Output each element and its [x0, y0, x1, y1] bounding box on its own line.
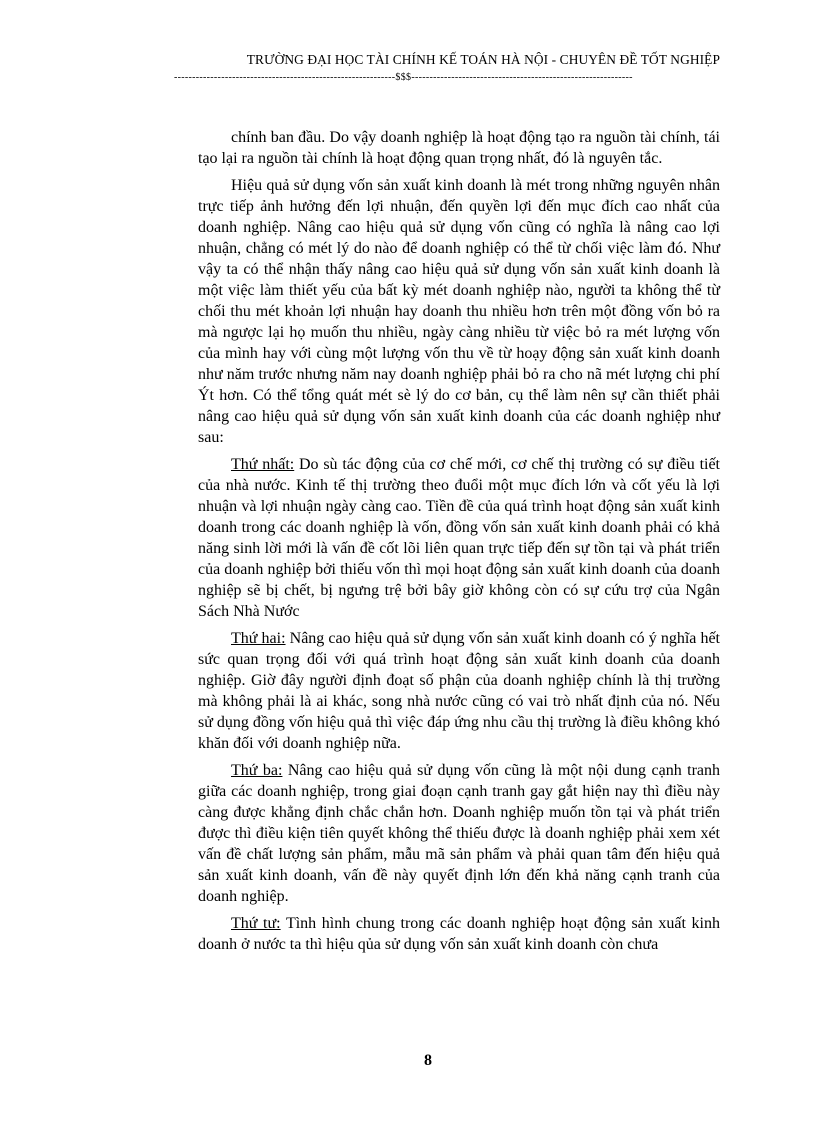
paragraph-lead: Thứ tư: [231, 915, 281, 932]
document-body [198, 127, 720, 961]
paragraph [198, 913, 720, 955]
header-rule: -------------------------------------------------------------$$$------------------------------------------------------------- [174, 72, 633, 83]
paragraph-lead: Thứ nhất: [231, 456, 295, 473]
paragraph-text: Nâng cao hiệu quả sử dụng vốn cũng là một nội dung cạnh tranh giữa các doanh nghiệp, trong giai đoạn cạnh tranh gay gắt hiện nay thì điều này càng được khẳng định chắc chắn hơn. Doanh nghiệp muốn tồn tại và phát triển được thì điều kiện tiên quyết không thể thiếu được là doanh nghiệp phải xem xét vấn đề chất lượng sản phẩm, mẫu mã sản phẩm và phải quan tâm đến hiệu quả sản xuất kinh doanh, vấn đề này quyết định lớn đến khả năng cạnh tranh của doanh nghiệp. [198, 762, 721, 905]
paragraph-text: chính ban đầu. Do vậy doanh nghiệp là hoạt động tạo ra nguồn tài chính, tái tạo lại ra nguồn tài chính là hoạt động quan trọng nhất, đó là nguyên tắc. [198, 129, 720, 167]
paragraph-lead: Thứ ba: [231, 762, 283, 779]
page-number: 8 [424, 1052, 432, 1069]
paragraph-text: Hiệu quả sử dụng vốn sản xuất kinh doanh là mét trong những nguyên nhân trực tiếp ảnh hưởng đến lợi nhuận, đến quyền lợi đến mục đích cao nhất của doanh nghiệp. Nâng cao hiệu quả sử dụng vốn cũng có nghĩa là nâng cao lợi nhuận, chẳng có mét lý do nào để doanh nghiệp có thể từ chối việc làm đó. Như vậy ta có thể nhận thấy nâng cao hiệu quả sử dụng vốn sản xuất kinh doanh là một việc làm thiết yếu của bất kỳ mét doanh nghiệp nào, người ta không thể từ chối thu mét khoản lợi nhuận hay doanh thu nhiều hơn trên một đồng vốn bỏ ra mà ngược lại họ muốn thu nhiều, ngày càng nhiều từ việc bỏ ra mét lượng vốn của mình hay với cùng một lượng vốn thu về từ hoạy động sản xuất kinh doanh như năm trước nhưng năm nay doanh nghiệp phải bỏ ra cho nã mét lượng chi phí Ýt hơn. Có thể tổng quát mét sè lý do cơ bản, cụ thể làm nên sự cần thiết phải nâng cao hiệu quả sử dụng vốn sản xuất kinh doanh của các doanh nghiệp như sau: [198, 177, 720, 446]
paragraph-text: Nâng cao hiệu quả sử dụng vốn sản xuất kinh doanh có ý nghĩa hết sức quan trọng đối với quá trình hoạt động sản xuất kinh doanh của doanh nghiệp. Giờ đây người định đoạt số phận của doanh nghiệp chính là thị trường mà không phải là ai khác, song nhà nước cũng có vai trò nhất định của nó. Nếu sử dụng đồng vốn hiệu quả thì việc đáp ứng nhu cầu thị trường là điều không khó khăn đối với doanh nghiệp nữa. [198, 630, 721, 752]
header-title: TRƯỜNG ĐẠI HỌC TÀI CHÍNH KẾ TOÁN HÀ NỘI - CHUYÊN ĐỀ TỐT NGHIỆP [246, 52, 720, 67]
paragraph-lead: Thứ hai: [231, 630, 286, 647]
paragraph [198, 628, 720, 754]
paragraph [198, 175, 720, 448]
paragraph-text: Tình hình chung trong các doanh nghiệp hoạt động sản xuất kinh doanh ở nước ta thì hiệu qủa sử dụng vốn sản xuất kinh doanh còn chưa [198, 915, 720, 953]
paragraph [198, 454, 720, 622]
page-header [174, 52, 720, 84]
paragraph [198, 127, 720, 169]
paragraph [198, 760, 720, 907]
paragraph-text: Do sù tác động của cơ chế mới, cơ chế thị trường có sự điều tiết của nhà nước. Kinh tế thị trường theo đuổi một mục đích lớn và cốt yếu là lợi nhuận và lợi nhuận ngày càng cao. Tiền đề của quá trình hoạt động sản xuất kinh doanh trong các doanh nghiệp là vốn, đồng vốn sản xuất kinh doanh phải có khả năng sinh lời mới là vấn đề cốt lõi liên quan trực tiếp đến sự tồn tại và phát triển của doanh nghiệp bởi thiếu vốn thì mọi hoạt động sản xuất kinh doanh của doanh nghiệp sẽ bị chết, bị ngưng trệ bởi bây giờ không còn có sự cứu trợ của Ngân Sách Nhà Nước [198, 456, 721, 620]
